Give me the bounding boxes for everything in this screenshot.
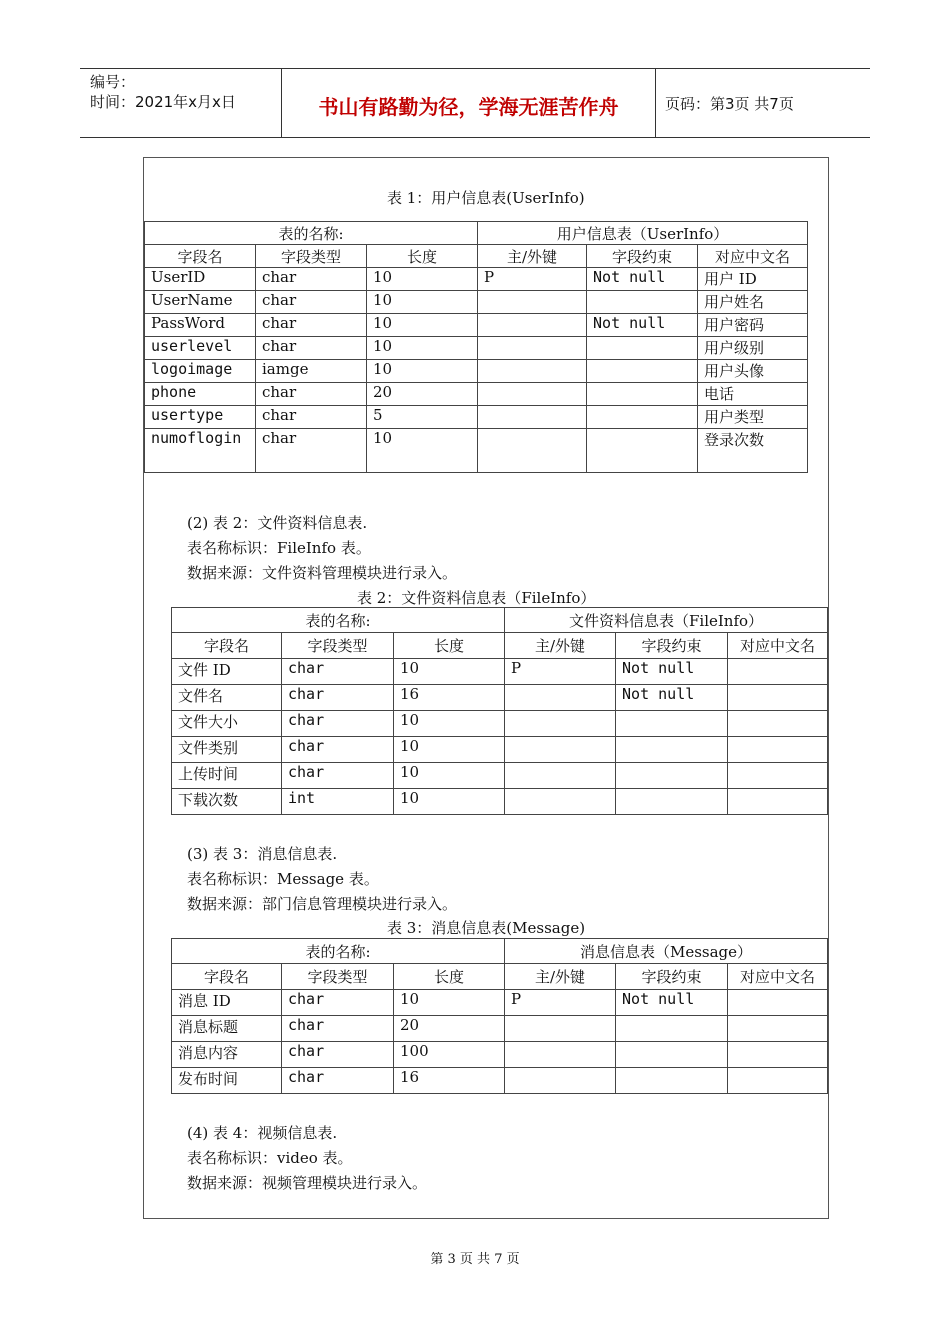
table-cell: char <box>282 659 394 685</box>
table-cell: Not null <box>587 314 698 337</box>
table-cell <box>728 685 828 711</box>
table-cell <box>478 360 587 383</box>
table-cell: 用户 ID <box>698 268 808 291</box>
table-cell: 10 <box>367 429 478 473</box>
table-cell: char <box>282 711 394 737</box>
table-cell: 10 <box>394 659 505 685</box>
table3 <box>171 938 828 1094</box>
section2-source: 数据来源：文件资料管理模块进行录入。 <box>187 564 458 582</box>
table-cell: numoflogin <box>145 429 256 473</box>
column-header: 字段类型 <box>282 964 394 990</box>
table-row <box>172 737 828 763</box>
table-cell: P <box>505 990 616 1016</box>
table-cell: 10 <box>394 763 505 789</box>
table-cell: 20 <box>394 1016 505 1042</box>
table-cell: 用户密码 <box>698 314 808 337</box>
table-cell <box>587 337 698 360</box>
table-cell: 10 <box>367 268 478 291</box>
table-cell <box>616 789 728 815</box>
table-row <box>145 291 808 314</box>
header-page-info: 页码：第3页 共7页 <box>665 95 794 113</box>
column-header: 字段约束 <box>587 245 698 268</box>
table-cell: 登录次数 <box>698 429 808 473</box>
section3-identifier: 表名称标识：Message 表。 <box>187 870 379 888</box>
table-cell <box>505 789 616 815</box>
table-cell <box>505 1042 616 1068</box>
table-cell: 消息标题 <box>172 1016 282 1042</box>
column-header: 字段约束 <box>616 633 728 659</box>
table-cell <box>728 737 828 763</box>
table-cell: 16 <box>394 685 505 711</box>
column-header: 对应中文名 <box>728 633 828 659</box>
table1-name-label: 表的名称: <box>145 222 478 245</box>
header-meta <box>80 69 281 137</box>
table-cell: 文件类别 <box>172 737 282 763</box>
column-header: 字段名 <box>172 964 282 990</box>
page-header <box>80 68 870 138</box>
table-cell <box>478 429 587 473</box>
table-row <box>145 337 808 360</box>
table-cell <box>616 1068 728 1094</box>
section4-source: 数据来源：视频管理模块进行录入。 <box>187 1174 428 1192</box>
table-cell <box>728 1068 828 1094</box>
table3-caption: 表 3：消息信息表(Message) <box>387 919 586 937</box>
table-cell: Not null <box>616 685 728 711</box>
table-cell: Not null <box>587 268 698 291</box>
table-cell: 消息内容 <box>172 1042 282 1068</box>
table-cell: 用户级别 <box>698 337 808 360</box>
table-cell: 10 <box>367 360 478 383</box>
table-cell <box>728 990 828 1016</box>
table-row <box>172 990 828 1016</box>
section2-title: (2) 表 2：文件资料信息表. <box>187 514 368 532</box>
section3-source: 数据来源：部门信息管理模块进行录入。 <box>187 895 458 913</box>
table-cell: 用户头像 <box>698 360 808 383</box>
table-cell: 10 <box>394 789 505 815</box>
table1-caption: 表 1：用户信息表(UserInfo) <box>387 189 585 207</box>
table-cell: phone <box>145 383 256 406</box>
table3-name-label: 表的名称: <box>172 939 505 964</box>
table-cell <box>728 1016 828 1042</box>
table-row <box>145 429 808 473</box>
table-row <box>172 763 828 789</box>
table-cell: char <box>282 737 394 763</box>
table-cell: 10 <box>367 314 478 337</box>
table-cell: 文件名 <box>172 685 282 711</box>
page-footer: 第 3 页 共 7 页 <box>430 1252 520 1267</box>
table-cell <box>505 1016 616 1042</box>
table-cell: char <box>282 685 394 711</box>
column-header: 长度 <box>367 245 478 268</box>
table-cell <box>478 314 587 337</box>
table-cell <box>505 711 616 737</box>
table-cell: 文件大小 <box>172 711 282 737</box>
table-cell: 上传时间 <box>172 763 282 789</box>
table-cell <box>478 383 587 406</box>
table-row <box>172 1068 828 1094</box>
table-row <box>172 685 828 711</box>
table-cell: char <box>256 291 367 314</box>
table-cell: char <box>282 1068 394 1094</box>
table-cell: char <box>256 383 367 406</box>
table-cell <box>728 789 828 815</box>
table-cell: userlevel <box>145 337 256 360</box>
table1 <box>144 221 808 473</box>
table-cell: UserID <box>145 268 256 291</box>
column-header: 字段名 <box>172 633 282 659</box>
table-cell: 16 <box>394 1068 505 1094</box>
table1-name-value: 用户信息表（UserInfo） <box>478 222 808 245</box>
table3-header-row <box>172 964 828 990</box>
table-cell <box>478 406 587 429</box>
table-cell <box>616 1016 728 1042</box>
table-row <box>145 268 808 291</box>
table-cell: Not null <box>616 990 728 1016</box>
table1-name-row <box>145 222 808 245</box>
table-cell: 5 <box>367 406 478 429</box>
section2-identifier: 表名称标识：FileInfo 表。 <box>187 539 371 557</box>
header-motto-cell <box>281 69 656 137</box>
table-cell: 消息 ID <box>172 990 282 1016</box>
table-cell: 20 <box>367 383 478 406</box>
table-cell: 电话 <box>698 383 808 406</box>
section3-title: (3) 表 3：消息信息表. <box>187 845 338 863</box>
table-cell: char <box>282 763 394 789</box>
column-header: 长度 <box>394 964 505 990</box>
table-cell: char <box>256 268 367 291</box>
table-cell <box>728 763 828 789</box>
table-row <box>172 1016 828 1042</box>
column-header: 对应中文名 <box>698 245 808 268</box>
table-cell: char <box>256 314 367 337</box>
table1-header-row <box>145 245 808 268</box>
table-cell: char <box>282 1042 394 1068</box>
table-cell: Not null <box>616 659 728 685</box>
table-cell <box>587 383 698 406</box>
table-cell: char <box>282 1016 394 1042</box>
table-cell <box>587 291 698 314</box>
table-cell: 用户类型 <box>698 406 808 429</box>
table3-name-value: 消息信息表（Message） <box>505 939 828 964</box>
table-cell: logoimage <box>145 360 256 383</box>
table-cell: 用户姓名 <box>698 291 808 314</box>
table-cell: char <box>256 337 367 360</box>
column-header: 主/外键 <box>478 245 587 268</box>
table-cell <box>587 406 698 429</box>
header-page-cell <box>655 69 870 137</box>
table-cell: char <box>256 429 367 473</box>
table2 <box>171 607 828 815</box>
table-cell: 文件 ID <box>172 659 282 685</box>
column-header: 字段类型 <box>282 633 394 659</box>
motto: 书山有路勤为径，学海无涯苦作舟 <box>318 95 619 119</box>
document-date: 时间：2021年x月x日 <box>90 93 236 111</box>
table-cell <box>505 1068 616 1094</box>
document-number: 编号： <box>90 73 136 91</box>
column-header: 主/外键 <box>505 964 616 990</box>
table-cell <box>616 763 728 789</box>
column-header: 字段类型 <box>256 245 367 268</box>
table-cell <box>478 337 587 360</box>
column-header: 字段约束 <box>616 964 728 990</box>
table-cell <box>505 763 616 789</box>
table-cell: char <box>256 406 367 429</box>
table-cell: iamge <box>256 360 367 383</box>
table2-header-row <box>172 633 828 659</box>
table-cell <box>616 1042 728 1068</box>
table-cell: P <box>478 268 587 291</box>
table-cell: usertype <box>145 406 256 429</box>
table3-name-row <box>172 939 828 964</box>
table-cell: UserName <box>145 291 256 314</box>
table-cell <box>728 1042 828 1068</box>
table-cell: 下载次数 <box>172 789 282 815</box>
table-cell: P <box>505 659 616 685</box>
table2-name-label: 表的名称: <box>172 608 505 633</box>
table-cell <box>728 711 828 737</box>
table-row <box>145 360 808 383</box>
column-header: 字段名 <box>145 245 256 268</box>
table-cell <box>616 737 728 763</box>
table2-caption: 表 2：文件资料信息表（FileInfo） <box>357 589 596 607</box>
table-cell: char <box>282 990 394 1016</box>
table-row <box>172 789 828 815</box>
table-cell: 10 <box>394 990 505 1016</box>
table-cell: PassWord <box>145 314 256 337</box>
column-header: 对应中文名 <box>728 964 828 990</box>
table-cell: 100 <box>394 1042 505 1068</box>
table-row <box>145 383 808 406</box>
table-cell: 10 <box>367 337 478 360</box>
table-cell: int <box>282 789 394 815</box>
table-cell: 10 <box>394 737 505 763</box>
table-cell <box>478 291 587 314</box>
table-cell: 10 <box>367 291 478 314</box>
table-row <box>145 406 808 429</box>
table-cell: 10 <box>394 711 505 737</box>
table-cell <box>587 360 698 383</box>
table-cell <box>616 711 728 737</box>
table-row <box>172 659 828 685</box>
section4-identifier: 表名称标识：video 表。 <box>187 1149 353 1167</box>
column-header: 长度 <box>394 633 505 659</box>
table-cell <box>728 659 828 685</box>
table-row <box>145 314 808 337</box>
section4-title: (4) 表 4：视频信息表. <box>187 1124 338 1142</box>
table-cell <box>587 429 698 473</box>
column-header: 主/外键 <box>505 633 616 659</box>
table-cell <box>505 737 616 763</box>
table-row <box>172 711 828 737</box>
table-cell: 发布时间 <box>172 1068 282 1094</box>
table2-name-value: 文件资料信息表（FileInfo） <box>505 608 828 633</box>
table-row <box>172 1042 828 1068</box>
table-cell <box>505 685 616 711</box>
table2-name-row <box>172 608 828 633</box>
